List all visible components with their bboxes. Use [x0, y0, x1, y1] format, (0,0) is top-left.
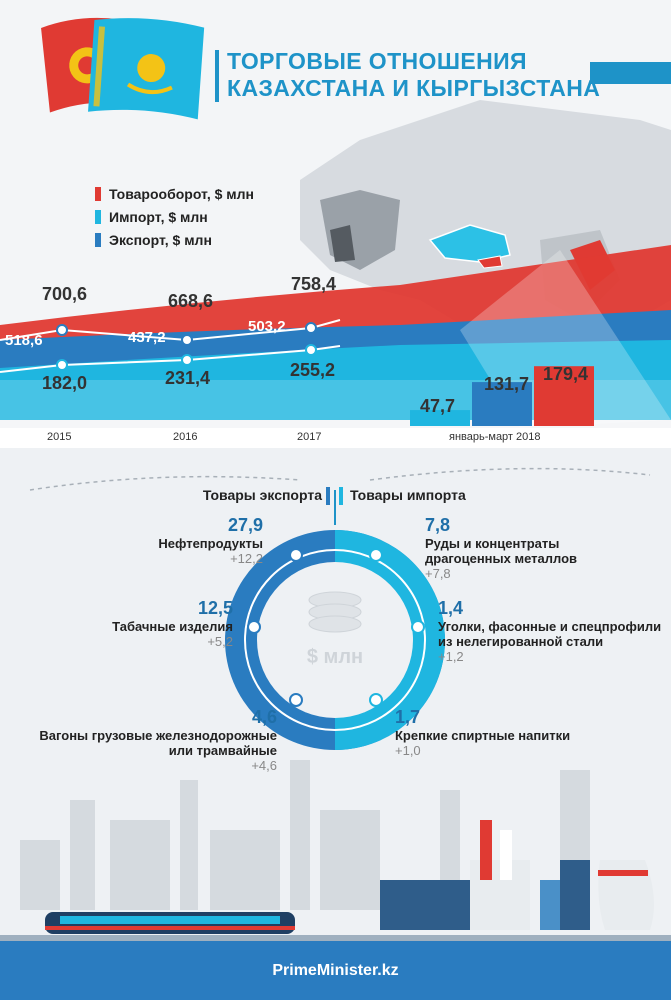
import-item-3-name: Крепкие спиртные напитки: [395, 728, 571, 743]
export-item-3-value: 4,6: [251, 707, 277, 727]
turnover-2015-label: 700,6: [42, 284, 88, 304]
export-item-2: [60, 598, 233, 649]
import-header-marker: [339, 487, 343, 505]
legend-label-import: Импорт, $ млн: [109, 209, 208, 225]
legend-swatch-export: [95, 233, 101, 247]
export-item-2-name: Табачные изделия: [112, 619, 233, 634]
import-2015-label: 182,0: [42, 373, 88, 393]
x-tick-2016: 2016: [173, 431, 198, 443]
export-2017-label: 503,2: [248, 318, 286, 335]
legend-label-export: Экспорт, $ млн: [109, 232, 212, 248]
import-item-1-value: 7,8: [425, 515, 451, 535]
legend-swatch-turnover: [95, 187, 101, 201]
turnover-2016-label: 668,6: [168, 291, 214, 311]
import-item-1-name-line-2: драгоценных металлов: [425, 551, 578, 566]
export-item-2-diff: +5,2: [207, 634, 233, 649]
export-item-3-name-line-1: Вагоны грузовые железнодорожные: [39, 728, 277, 743]
export-item-3-diff: +4,6: [251, 758, 277, 773]
turnover-2017-label: 758,4: [291, 274, 337, 294]
donut-center-label: $ млн: [306, 646, 364, 668]
export-item-1-value: 27,9: [227, 515, 263, 535]
import-item-2: [438, 598, 668, 664]
export-item-3: [20, 707, 277, 773]
coins-icon: [309, 592, 361, 632]
train-icon: [45, 912, 295, 934]
export-item-3-name-line-2: или трамвайные: [168, 743, 277, 758]
export-2016-label: 437,2: [128, 329, 166, 346]
import-item-2-name-line-2: из нелегированной стали: [438, 634, 604, 649]
import-2016-label: 231,4: [165, 368, 211, 388]
export-item-1-diff: +12,2: [230, 551, 263, 566]
x-tick-q1-2018: январь-март 2018: [449, 431, 541, 443]
import-item-1-name-line-1: Руды и концентраты: [425, 536, 560, 551]
export-item-1-name: Нефтепродукты: [158, 536, 263, 551]
export-item-1: [60, 515, 263, 566]
kazakhstan-flag: [88, 15, 204, 119]
legend-turnover: [95, 186, 254, 202]
legend-label-turnover: Товарооборот, $ млн: [109, 186, 255, 202]
legend-swatch-import: [95, 210, 101, 224]
import-2017-label: 255,2: [290, 360, 336, 380]
import-item-3: [395, 707, 635, 758]
title-line-2: КАЗАХСТАНА И КЫРГЫЗСТАНА: [227, 75, 601, 101]
export-header-marker: [326, 487, 330, 505]
x-tick-2015: 2015: [47, 431, 72, 443]
turnover-q1-2018-label: 179,4: [543, 364, 589, 384]
title-accent-bar: [590, 62, 671, 84]
legend-import: [95, 209, 208, 225]
import-item-2-value: 1,4: [438, 598, 464, 618]
export-q1-2018-label: 131,7: [484, 374, 530, 394]
export-goods-header: Товары экспорта: [202, 487, 322, 503]
footer-site-link[interactable]: PrimeMinister.kz: [272, 962, 399, 979]
export-2015-label: 518,6: [5, 332, 43, 349]
import-goods-header: Товары импорта: [350, 487, 466, 503]
import-item-2-name-line-1: Уголки, фасонные и спецпрофили: [438, 619, 662, 634]
import-item-3-diff: +1,0: [395, 743, 421, 758]
import-q1-2018-label: 47,7: [420, 396, 456, 416]
import-item-2-diff: +1,2: [438, 649, 464, 664]
title-line-1: ТОРГОВЫЕ ОТНОШЕНИЯ: [227, 48, 527, 74]
x-tick-2017: 2017: [297, 431, 322, 443]
legend-export: [95, 232, 212, 248]
import-item-3-value: 1,7: [395, 707, 421, 727]
import-item-1: [425, 515, 665, 581]
export-item-2-value: 12,5: [197, 598, 233, 618]
import-item-1-diff: +7,8: [425, 566, 451, 581]
page-title: [227, 48, 600, 102]
